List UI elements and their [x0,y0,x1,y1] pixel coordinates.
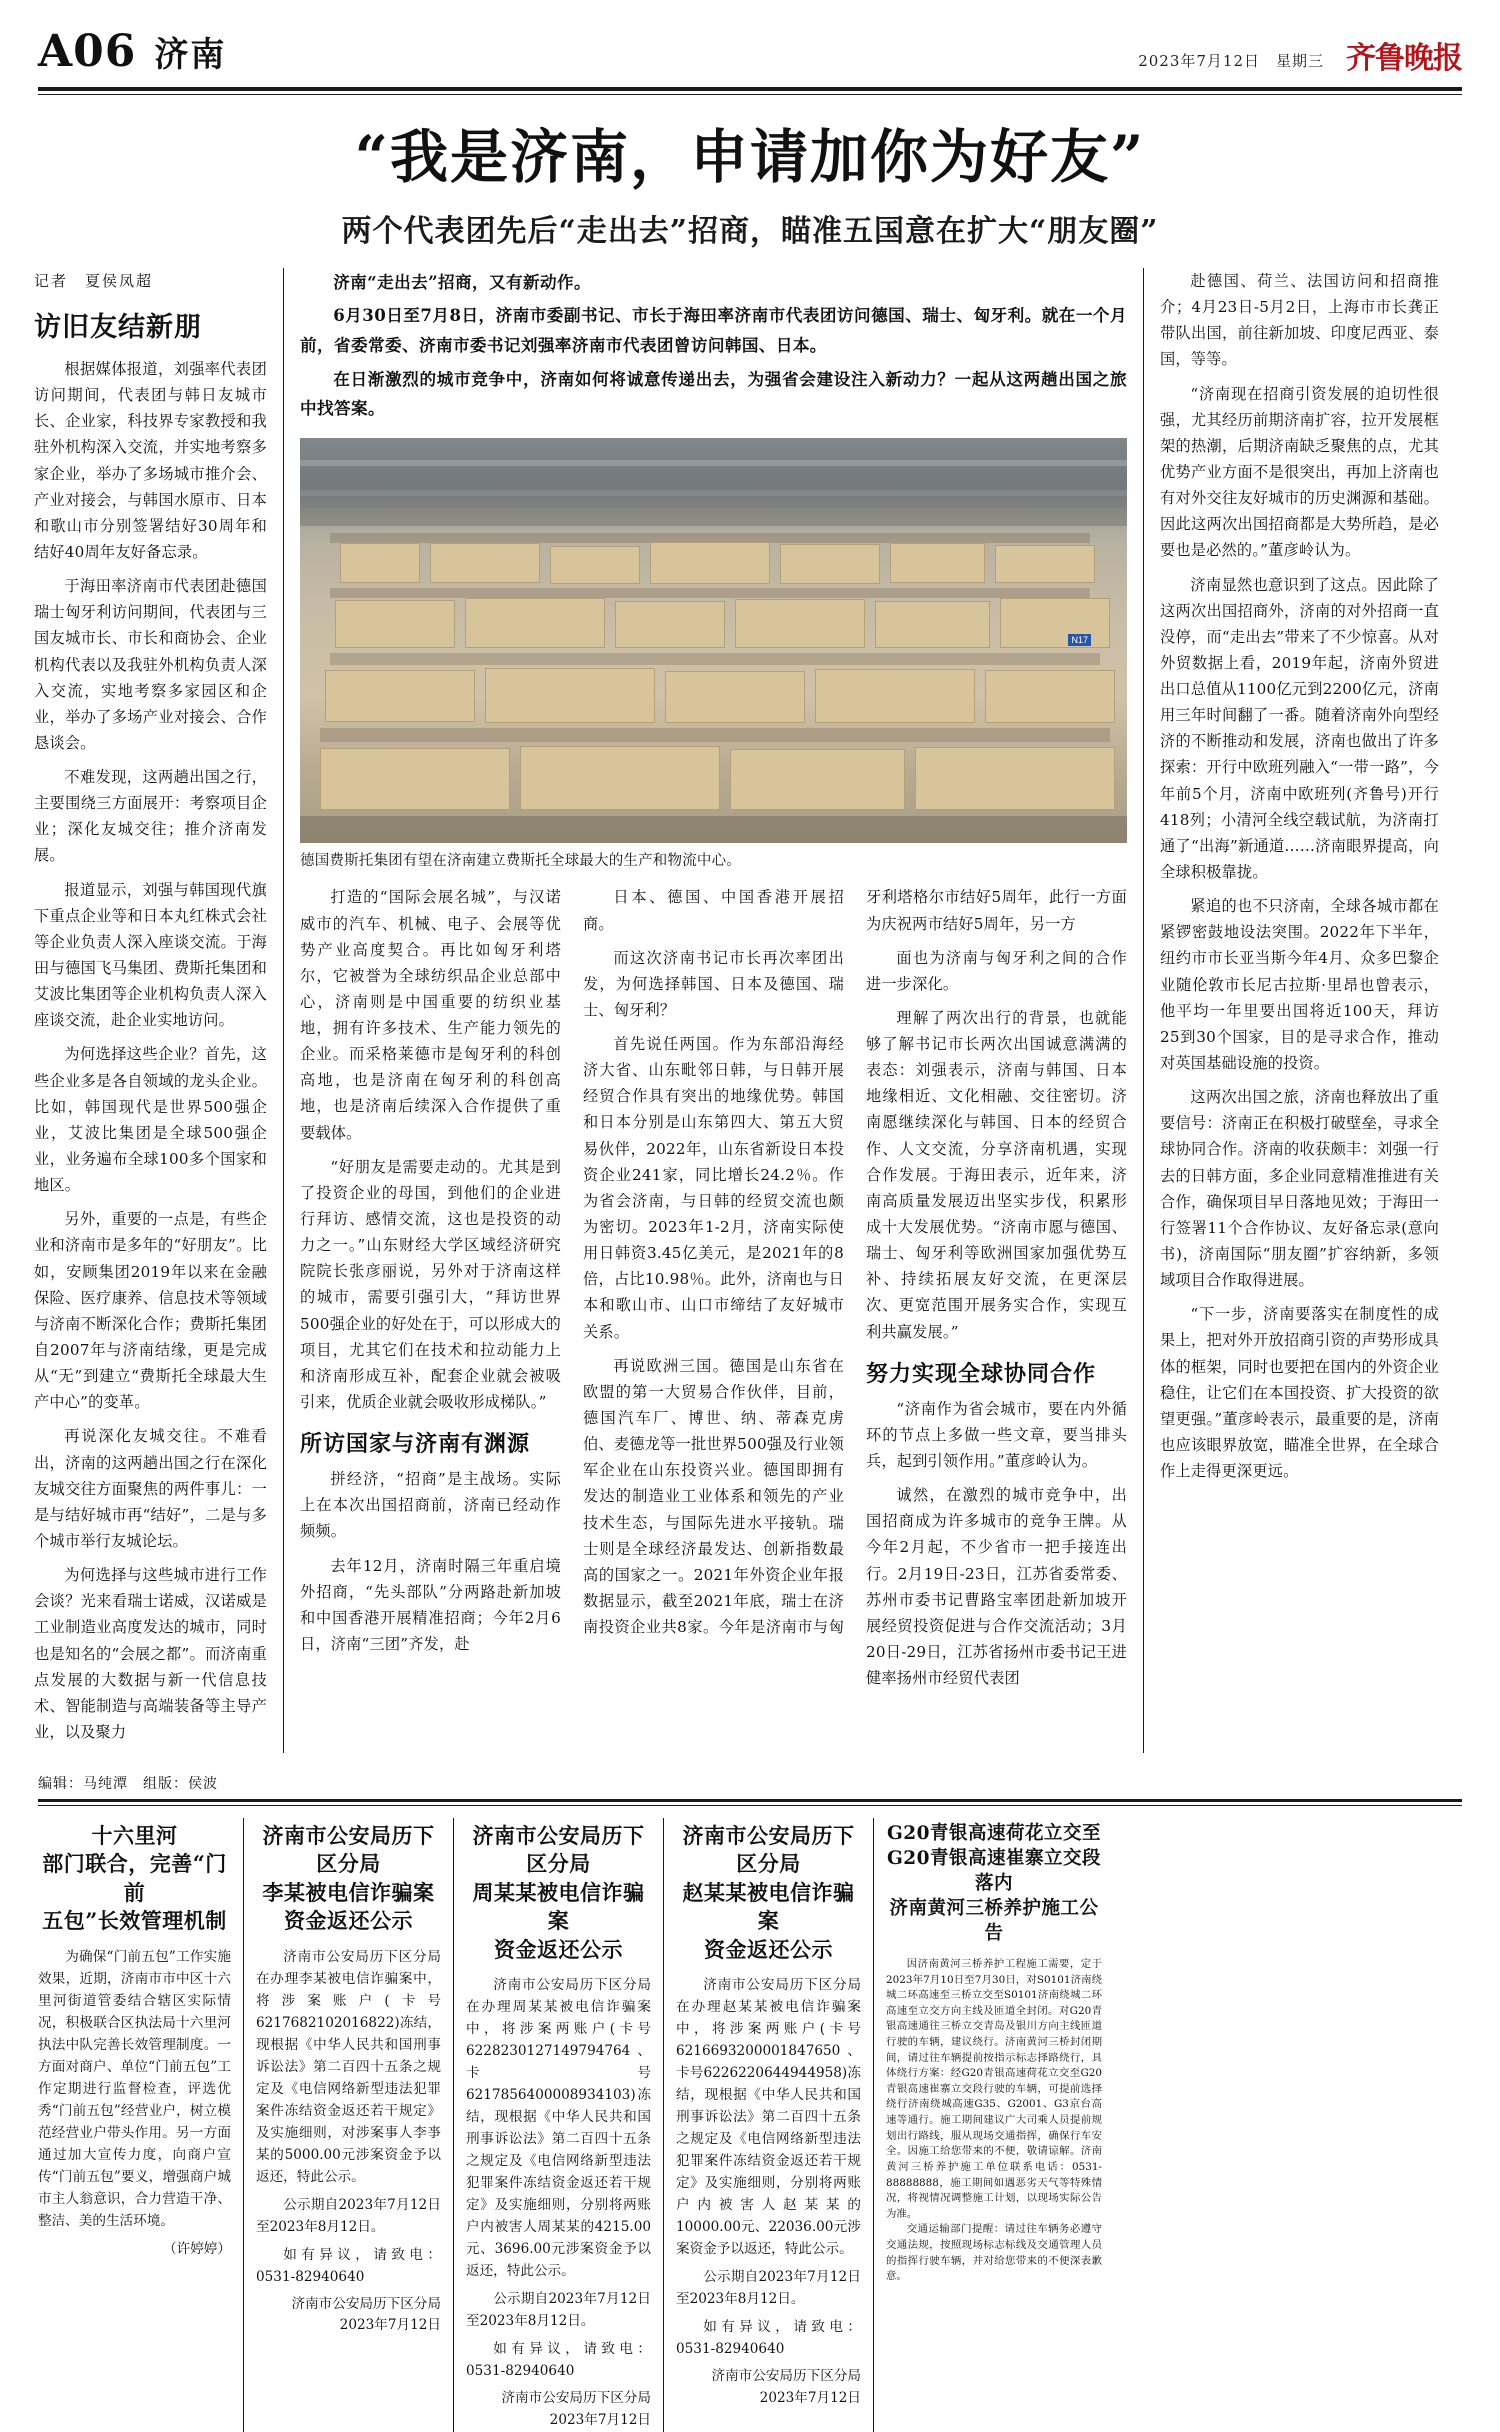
paragraph: 去年12月，济南时隔三年重启境外招商，“先头部队”分两路赴新加坡和中国香港开展精准招商；今年2月6日，济南“三团”齐发，赴 [300,1556,561,1654]
notice-paragraph: 公示期自2023年7月12日至2023年8月12日。 [256,2196,441,2235]
notice-signature: （许婷婷） [163,2240,231,2257]
paragraph: 不难发现，这两趟出国之行，主要围绕三方面展开：考察项目企业；深化友城交往；推介济南发展。 [34,768,267,865]
paragraph: “济南作为省会城市，要在内外循环的节点上多做一些文章，要当排头兵，起到引领作用。”董彦岭认为。 [866,1399,1127,1471]
notice-paragraph: 济南市公安局历下区分局在办理周某某被电信诈骗案中，将涉案两账户(卡号6228230127149794764、卡号6217856400008934103)冻结，现根据《中华人民共和国刑事诉讼法》第二百四十五条之规定及《电信网络新型违法犯罪案件冻结资金返还若干规定》及实施细则，分别将两账户内被害人周某某的4215.00元、3696.00元涉案资金予以返还，特此公示。 [466,1976,651,2280]
paragraph: 为何选择这些企业？首先，这些企业多是各自领域的龙头企业。比如，韩国现代是世界500强企业，艾波比集团是全球500强企业，业务遍布全球100多个国家和地区。 [34,1045,267,1195]
bottom-rule-thin [38,1805,1462,1806]
photo-sign-n17: N17 [1068,634,1091,646]
paragraph: 再说深化友城交往。不难看出，济南的这两趟出国之行在深化友城交往方面聚焦的两件事儿：一是与结好城市再“结好”，二是与多个城市举行友城论坛。 [34,1427,267,1550]
masthead-rule-thick [38,87,1462,91]
lead-line: 6月30日至7月8日，济南市委副书记、市长于海田率济南市代表团访问德国、瑞士、匈牙利。就在一个月前，省委常委、济南市委书记刘强率济南市代表团曾访问韩国、日本。 [300,305,1127,356]
notice-paragraph: 为确保“门前五包”工作实施效果，近期，济南市市中区十六里河街道管委结合辖区实际情况，积极联合区执法局十六里河执法中队完善长效管理制度。一方面对商户、单位“门前五包”工作定期进行监督检查，评选优秀“门前五包”经营业户，树立模范经营业户带头作用。另一方面通过加大宣传力度，向商户宣传“门前五包”要义，增强商户城市主人翁意识，合力营造干净、整洁、美的生活环境。 [38,1948,231,2229]
paragraph: 再说欧洲三国。德国是山东省在欧盟的第一大贸易合作伙伴，目前，德国汽车厂、博世、纳、蒂森克虏伯、麦德龙等一批世界500强及行业领军企业在山东投资兴业。德国即拥有发达的制造业工业体系和领先的产业技术生态，与国际先进水平接轨。瑞士则是全球经济最发达、创新指数最高的国家之一。2021年外资企业年报数据显示，截至2021年底，瑞士在济南投资企业共8家。今年是济南市与匈牙利塔格尔市结好5周年，此行一方面为庆祝两市结好5周年，另一方 [583,888,1127,1637]
column-left [34,268,284,1753]
paragraph: 紧追的也不只济南，全球各城市都在紧锣密鼓地设法突围。2022年下半年，纽约市市长亚当斯今年4月、众多巴黎企业随伦敦市长尼古拉斯·里昂也曾表示，他平均一年里要出国将近100天，拜访25到30个国家，目的是寻求合作，推动对英国基础设施的投资。 [1160,897,1439,1073]
notice-title: 济南市公安局历下区分局 赵某某被电信诈骗案 资金返还公示 [682,1823,855,1962]
paragraph: 理解了两次出行的背景，也就能够了解书记市长两次出国诚意满满的表态：刘强表示，济南与韩国、日本地缘相近、文化相融、交往密切。济南愿继续深化与韩国、日本的经贸合作、人文交流，分享济南机遇，实现合作发展。于海田表示，近年来，济南高质量发展迈出坚实步伐，积累形成十大发展优势。“济南市愿与德国、瑞士、匈牙利等欧洲国家加强优势互补、持续拓展友好交流，在更深层次、更宽范围开展务实合作，实现互利共赢发展。” [866,1008,1127,1341]
paragraph: 根据媒体报道，刘强率代表团访问期间，代表团与韩日友城市长、企业家，科技界专家教授和我驻外机构深入交流，并实地考察多家企业，举办了多场城市推介会、产业对接会，与韩国水原市、日本和歌山市分别签署结好30周年和结好40周年友好备忘录。 [34,359,267,561]
section-heading-origin: 所访国家与济南有渊源 [300,1431,531,1458]
page-number: A06 [38,26,137,77]
notice-title: G20青银高速荷花立交至 G20青银高速崔寨立交段落内 济南黄河三桥养护施工公告 [886,1823,1102,1944]
page-title: “我是济南，申请加你为好友” [354,123,1146,191]
paragraph: 为何选择与这些城市进行工作会谈？光来看瑞士诺威，汉诺威是工业制造业高度发达的城市，同时也是知名的“会展之都”。而济南重点发展的大数据与新一代信息技术、智能制造与高端装备等主导产业，以及聚力 [34,1566,267,1741]
lead-line: 济南“走出去”招商，又有新动作。 [333,271,591,292]
paragraph: 济南显然也意识到了这点。因此除了这两次出国招商外，济南的对外招商一直没停，而“走出去”带来了不少惊喜。从对外贸数据上看，2019年起，济南外贸进出口总值从1100亿元到2200亿元，济南用三年时间翻了一番。随着济南外向型经济的不断推动和发展，济南也做出了许多探索：开行中欧班列融入“一带一路”，今年前5个月，济南中欧班列(齐鲁号)开行418列；小清河全线空载试航，为济南打通了“出海”新通道……济南眼界提高，向全球积极靠拢。 [1160,575,1439,882]
headline-block [34,95,1466,256]
masthead [34,0,1466,87]
paragraph: 首先说任两国。作为东部沿海经济大省、山东毗邻日韩，与日韩开展经贸合作具有突出的地缘优势。韩国和日本分别是山东第四大、第五大贸易伙伴，2022年，山东省新设日本投资企业241家，同比增长24.2％。作为省会济南，与日韩的经贸交流也颇为密切。2023年1-2月，济南实际使用日韩资3.45亿美元，是2021年的8倍，占比10.98％。此外，济南也与日本和歌山市、山口市缔结了友好城市关系。 [583,1035,844,1341]
paragraph: “好朋友是需要走动的。尤其是到了投资企业的母国，到他们的企业进行拜访、感情交流，这也是投资的动力之一。”山东财经大学区域经济研究院院长张彦丽说，另外对于济南这样的城市，需要引强引大，“拜访世界500强企业的好处在于，可以形成大的项目，尤其它们在技术和拉动能力上和济南形成互补，配套企业就会被吸引来，优质企业就会吸收形成梯队。” [300,1157,561,1412]
editor-credits: 编辑：马纯潭 组版：侯波 [38,1776,218,1793]
paragraph: 于海田率济南市代表团赴德国瑞士匈牙利访问期间，代表团与三国友城市长、市长和商协会、企业机构代表以及我驻外机构负责人深入交流，实地考察多家园区和企业，举办了多场产业对接会、合作恳谈会。 [34,577,267,752]
notice-zhao-case [664,1818,874,2432]
section-heading-global: 努力实现全球协同合作 [866,1360,1097,1387]
column-center [284,268,1144,1753]
notice-paragraph: 济南市公安局历下区分局在办理李某被电信诈骗案中，将涉案账户(卡号6217682102016822)冻结，现根据《中华人民共和国刑事诉讼法》第二百四十五条之规定及《电信网络新型违法犯罪案件冻结资金返还若干规定》及实施细则，对涉案事人李亊某的5000.00元涉案资金予以返还，特此公示。 [256,1948,441,2185]
notices-band [34,1818,1466,2432]
page-subtitle: 两个代表团先后“走出去”招商，瞄准五国意在扩大“朋友圈” [341,213,1159,249]
paragraph: 另外，重要的一点是，有些企业和济南市是多年的“好朋友”。比如，安顾集团2019年以来在金融保险、医疗康养、信息技术等领域与济南不断深化合作；费斯托集团自2007年与济南结缘，更是完成从“无”到建立“费斯托全球最大生产中心”的变革。 [34,1210,267,1412]
notice-paragraph: 公示期自2023年7月12日至2023年8月12日。 [676,2269,861,2308]
notice-signature: 济南市公安局历下区分局 2023年7月12日 [501,2390,651,2428]
paragraph: 这两次出国之旅，济南也释放出了重要信号：济南正在积极打破壁垒，寻求全球协同合作。济南的收获颇丰：刘强一行去的日韩方面，多企业同意精准推进有关合作，确保项目早日落地见效；于海田一行签署11个合作协议、友好备忘录(意向书)，济南国际“朋友圈”扩容纳新，多领域项目合作取得进展。 [1160,1088,1439,1290]
notice-li-case [244,1818,454,2432]
lead-paragraphs [300,268,1127,424]
notice-zhou-case [454,1818,664,2432]
paragraph: 面也为济南与匈牙利之间的合作进一步深化。 [866,948,1127,993]
notice-title: 十六里河 部门联合，完善“门前 五包”长效管理机制 [42,1823,227,1934]
center-text-columns [300,884,1127,1691]
notice-shiliulihe [34,1818,244,2432]
notice-paragraph: 因济南黄河三桥养护工程施工需要，定于2023年7月10日至7月30日，对S0101济南绕城二环高速至三桥立交至S0101济南绕城二环高速至立交方向主线及匝道全封闭。对G20青银高速通往三桥立交青岛及银川方向主线匝道行驶的车辆，建议绕行。济南黄河三桥封闭期间，请过往车辆提前按指示标志择路绕行，具体绕行方案：经G20青银高速荷花立交至G20青银高速崔寨立交段行驶的车辆，可提前选择绕行济南绕城高速G35、G2001、G3京台高速等通行。施工期间建议广大司乘人员提前规划出行路线，服从现场交通指挥，确保行车安全。因施工给您带来的不便，敬请谅解。济南黄河三桥养护施工单位联系电话：0531-88888888，施工期间如遇恶劣天气等特殊情况，将视情况调整施工计划，以现场实际公告为准。 [886,1957,1102,2220]
notice-signature: 济南市公安局历下区分局 2023年7月12日 [291,2295,441,2334]
paragraph: 打造的“国际会展名城”，与汉诺威市的汽车、机械、电子、会展等优势产业高度契合。再比如匈牙利塔尔，它被誉为全球纺织品企业总部中心，济南则是中国重要的纺织业基地，拥有许多技术、生产能力领先的企业。而采格莱德市是匈牙利的科创高地，也是济南在匈牙利的科创高地，也是济南后续深入合作提供了重要载体。 [300,888,561,1142]
notice-paragraph: 如有异议，请致电：0531-82940640 [676,2319,861,2358]
notice-paragraph: 如有异议，请致电：0531-82940640 [466,2341,651,2380]
paragraph: 日本、德国、中国香港开展招商。 [583,888,844,933]
notice-paragraph: 济南市公安局历下区分局在办理赵某某被电信诈骗案中，将涉案两账户(卡号6216693200001847650、卡号6226220644944958)冻结，现根据《中华人民共和国刑事诉讼法》第二百四十五条之规定及《电信网络新型违法犯罪案件冻结资金返还若干规定》及实施细则，分别将两账户内被害人赵某某的10000.00元、22036.00元涉案资金予以返还，特此公示。 [676,1976,861,2258]
notice-title: 济南市公安局历下区分局 李某被电信诈骗案 资金返还公示 [262,1823,435,1934]
article-body [34,268,1466,1753]
paragraph: 诚然，在激烈的城市竞争中，出国招商成为许多城市的竞争王牌。从今年2月起，不少省市一把手接连出行。2月19日-23日，江苏省委常委、苏州市委书记曹路宝率团赴新加坡开展经贸投资促进与合作交流活动；3月20日-29日，江苏省扬州市委书记王进健率扬州市经贸代表团 [866,1486,1127,1688]
byline: 记者 夏侯凤超 [34,271,154,290]
lead-line: 在日渐激烈的城市竞争中，济南如何将诚意传递出去，为强省会建设注入新动力？一起从这两趟出国之旅中找答案。 [300,368,1127,419]
paragraph: 拼经济，“招商”是主战场。实际上在本次出国招商前，济南已经动作频频。 [300,1470,561,1541]
notice-highway-construction [874,1818,1114,2432]
notice-title: 济南市公安局历下区分局 周某某被电信诈骗案 资金返还公示 [472,1823,645,1962]
paragraph: 而这次济南书记市长再次率团出发，为何选择韩国、日本及德国、瑞士、匈牙利？ [583,948,844,1019]
paragraph: 赴德国、荷兰、法国访问和招商推介；4月23日-5月2日，上海市市长龚正带队出国，前往新加坡、印度尼西亚、泰国，等等。 [1160,271,1439,369]
notice-paragraph: 如有异议，请致电：0531-82940640 [256,2246,441,2285]
paragraph: “下一步，济南要落实在制度性的成果上，把对外开放招商引资的声势形成具体的框架，同时也要把在国内的外资企业稳住，让它们在本国投资、扩大投资的欲望更强。”董彦岭表示，最重要的是，济南也应该眼界放宽，瞄准全世界，在全球合作上走得更深更远。 [1160,1305,1439,1481]
notice-signature: 济南市公安局历下区分局 2023年7月12日 [711,2368,861,2406]
issue-date: 2023年7月12日 星期三 [1138,52,1324,70]
paragraph: 报道显示，刘强与韩国现代旗下重点企业等和日本丸红株式会社等企业负责人深入座谈交流。于海田与德国飞马集团、费斯托集团和艾波比集团等企业机构负责人深入座谈交流，赴企业实地访问。 [34,880,267,1030]
section-name: 济南 [154,35,227,75]
masthead-right [1138,33,1462,77]
notice-paragraph: 交通运输部门提醒：请过往车辆务必遵守交通法规，按照现场标志标线及交通管理人员的指挥行驶车辆，并对给您带来的不便深表歉意。 [886,2223,1102,2283]
photo-caption: 德国费斯托集团有望在济南建立费斯托全球最大的生产和物流中心。 [300,852,741,869]
masthead-left [38,26,226,77]
section-heading-visit: 访旧友结新朋 [34,311,202,343]
column-right [1144,268,1439,1753]
bottom-rule-thick [38,1799,1462,1802]
notice-paragraph: 公示期自2023年7月12日至2023年8月12日。 [466,2291,651,2330]
article-photo [300,438,1127,843]
paragraph: “济南现在招商引资发展的迫切性很强，尤其经历前期济南扩容，拉开发展框架的热潮，后期济南缺乏聚焦的点，尤其优势产业方面不是很突出，再加上济南也有对外交往友好城市的历史渊源和基础。因此这两次出国招商都是大势所趋，是必要也是必然的。”董彦岭认为。 [1160,384,1439,560]
paper-logo: 齐鲁晚报 [1346,41,1462,76]
